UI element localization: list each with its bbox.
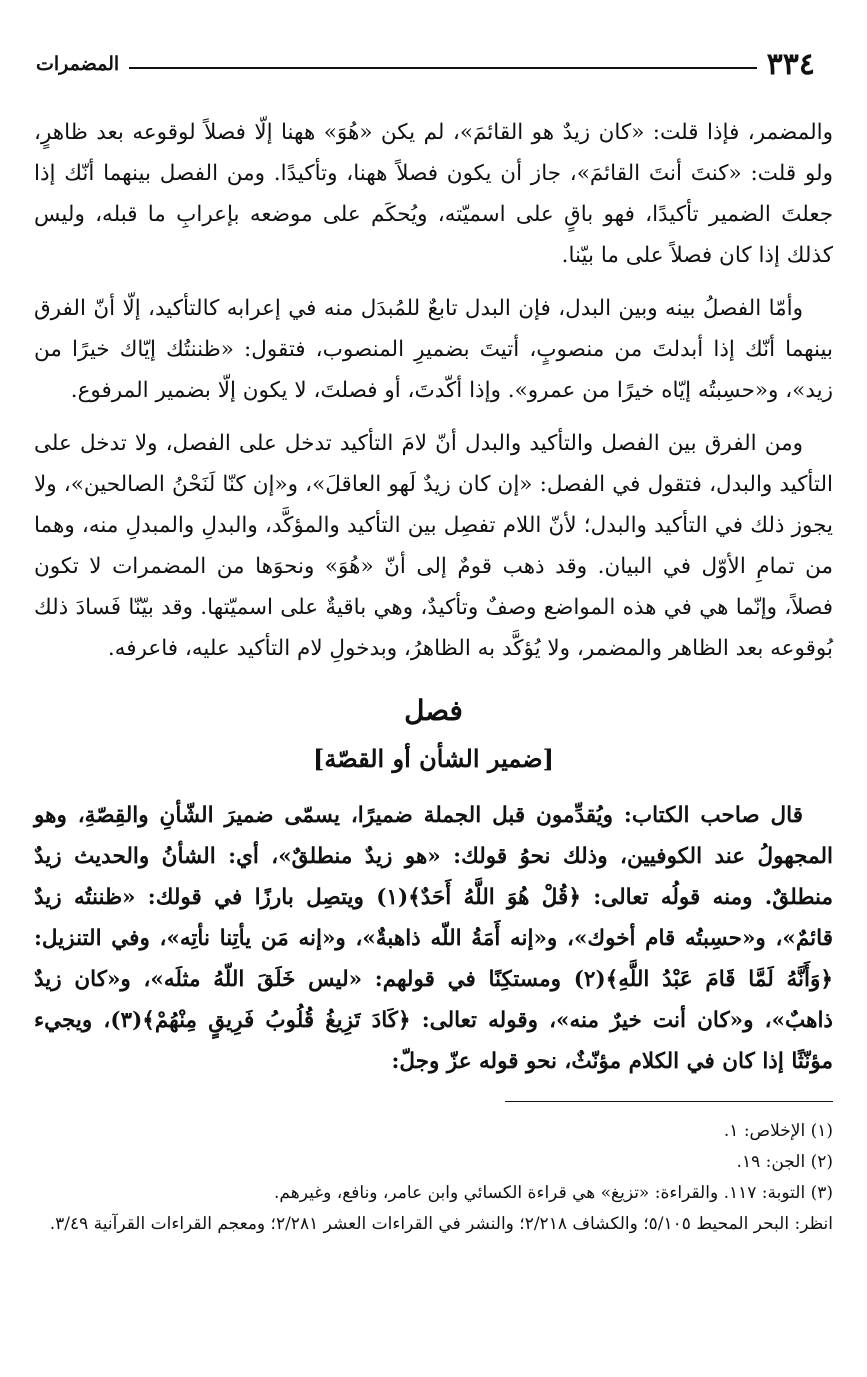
footnote: (١) الإخلاص: ١. (723, 1121, 833, 1141)
running-title: المضمرات (36, 53, 120, 75)
footnotes (34, 1116, 833, 1240)
page-number: ٣٣٤ (766, 46, 815, 82)
page-header (36, 44, 815, 84)
footnote: (٣) التوبة: ١١٧. والقراءة: «تزيغ» هي قراءة الكسائي وابن عامر، ونافع، وغيرهم. (274, 1183, 833, 1203)
paragraph: ومن الفرق بين الفصل والتأكيد والبدل أنّ لامَ التأكيد تدخل على الفصل، ولا تدخل على التأكيد والبدل، فتقول في الفصل: «إن كان زيدٌ لَهو العاقلَ»، و«إن كنّا لَنَحْنُ الصالحين»، ولا يجوز ذلك في التأكيد والبدل؛ لأنّ اللام تفصِل بين التأكيد والمؤكَّد، والبدلِ والمبدلِ منه، وهما من تمامِ الأوّل في البيان. وقد ذهب قومٌ إلى أنّ «هُوَ» ونحوَها من المضمرات لا تكون فصلاً، وإنّما هي في هذه المواضع وصفٌ وتأكيدٌ، وهي باقيةٌ على اسميّتها. وقد بيّنّا فَسادَ ذلك بُوقوعه بعد الظاهر والمضمر، ولا يُؤكَّد به الظاهرُ، وبدخولِ لام التأكيد عليه، فاعرفه. (34, 431, 833, 661)
footnote-rule (505, 1101, 833, 1102)
page-body (34, 112, 833, 1094)
section-subheading: [ضمير الشأن أو القصّة] (313, 744, 554, 773)
footnote: (٢) الجن: ١٩. (736, 1152, 833, 1172)
paragraph: والمضمر، فإذا قلت: «كان زيدٌ هو القائمَ»، لم يكن «هُوَ» ههنا إلّا فصلاً لوقوعه بعد ظاهرٍ، ولو قلت: «كنتَ أنتَ القائمَ»، جاز أن يكون فصلاً ههنا، وتأكيدًا. ومن الفصل بينهما أنّك إذا جعلتَ الضمير تأكيدًا، فهو باقٍ على اسميّته، ويُحكَم على موضعه بإعرابِ ما قبله، وليس كذلك إذا كان فصلاً على ما بيّنا. (34, 120, 833, 268)
section-heading: فصل (404, 694, 463, 727)
header-rule (129, 67, 756, 69)
paragraph: وأمّا الفصلُ بينه وبين البدل، فإن البدل تابعٌ للمُبدَل منه في إعرابه كالتأكيد، إلّا أنّ الفرق بينهما أنّك إذا أبدلتَ من منصوبٍ، أتيتَ بضميرِ المنصوب، فتقول: «ظننتُك إيّاك خيرًا من زيد»، و«حسِبتُه إيّاه خيرًا من عمرو». وإذا أكّدتَ، أو فصلتَ، لا يكون إلّا بضمير المرفوع. (34, 296, 833, 403)
section-paragraph: قال صاحب الكتاب: ويُقدِّمون قبل الجملة ضميرًا، يسمّى ضميرَ الشّأنِ والقِصّةِ، وهو المجهولُ عند الكوفيين، وذلك نحوُ قولك: «هو زيدٌ منطلقٌ»، أي: الشأنُ والحديث زيدٌ منطلقٌ. ومنه قولُه تعالى: ﴿قُلْ هُوَ اللَّهُ أَحَدٌ﴾(١) ويتصِل بارزًا في قولك: «ظننتُه زيدٌ قائمٌ»، و«حسِبتُه قام أخوك»، و«إنه أَمَةُ اللّه ذاهبةٌ»، و«إنه مَن يأتِنا نأتِه»، وفي التنزيل: ﴿وَأَنَّهُ لَمَّا قَامَ عَبْدُ اللَّهِ﴾(٢) ومستكِنًا في قولهم: «ليس خَلَقَ اللّهُ مثلَه»، و«كان زيدٌ ذاهبٌ»، و«كان أنت خيرٌ منه»، وقوله تعالى: ﴿كَادَ تَزِيغُ قُلُوبُ فَرِيقٍ مِنْهُمْ﴾(٣)، ويجيء مؤنّثًا إذا كان في الكلام مؤنّثٌ، نحو قوله عزّ وجلّ: (34, 803, 834, 1074)
footnote-continuation: انظر: البحر المحيط ٥/١٠٥؛ والكشاف ٢/٢١٨؛ والنشر في القراءات العشر ٢/٢٨١؛ ومعجم القراءات القرآنية ٣/٤٩. (49, 1214, 833, 1234)
